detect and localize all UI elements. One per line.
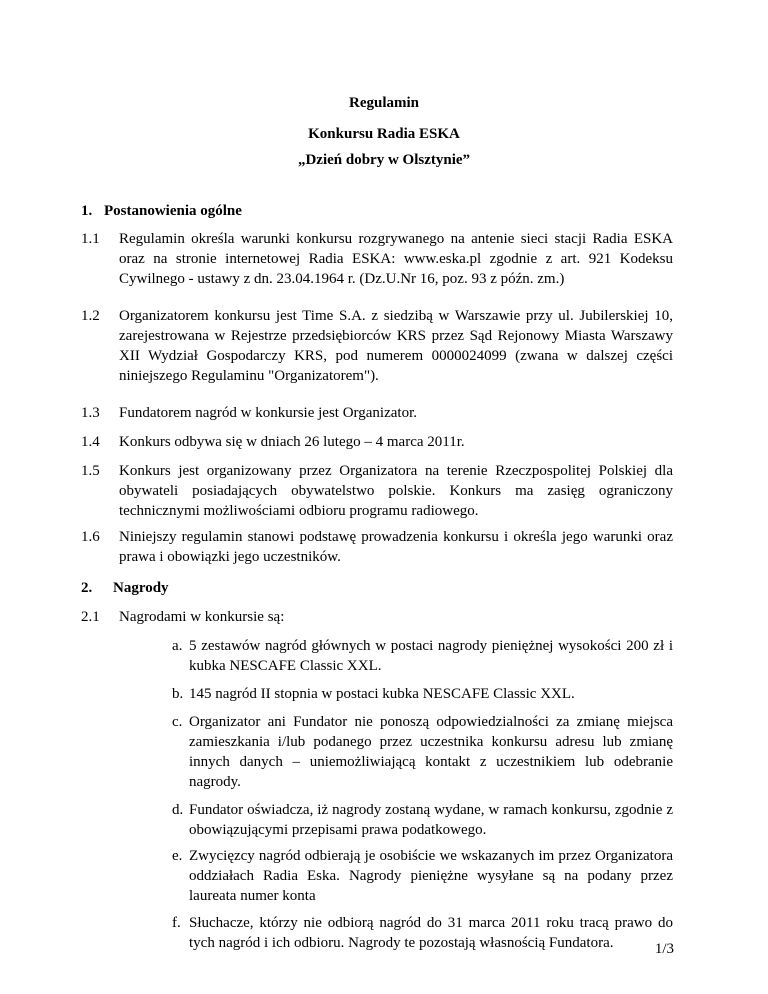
clause-1-1: 1.1 Regulamin określa warunki konkursu rozgrywanego na antenie sieci stacji Radia ESKA oraz na stronie internetowej Radia ESKA: www.eska.pl zgodnie z art. 921 Kodeksu Cywilnego - ustawy z dn. 23.04.1964 r. (Dz.U.Nr 16, poz. 93 z późn. zm.) [81,231,673,287]
document-title: Regulamin [348,95,419,111]
clause-1-6: 1.6 Niniejszy regulamin stanowi podstawę prowadzenia konkursu i określa jego warunki oraz prawa i obowiązki jego uczestników. [81,529,673,565]
prize-item-f: f. Słuchacze, którzy nie odbiorą nagród do 31 marca 2011 roku tracą prawo do tych nagród i ich odbioru. Nagrody te pozostają własnością Fundatora. [172,915,673,951]
section-heading-2: 2. Nagrody [81,580,169,596]
document-subtitle: Konkursu Radia ESKA [308,126,460,142]
prize-item-c: c. Organizator ani Fundator nie ponoszą odpowiedzialności za zmianę miejsca zamieszkania i/lub podanego przez uczestnika konkursu adresu lub zmianę innych danych – uniemożliwiającą kontakt z uczestnikiem lub odebranie nagrody. [172,714,673,790]
prize-item-e: e. Zwycięzcy nagród odbierają je osobiście we wskazanych im przez Organizatora oddziałach Radia Eska. Nagrody pieniężne wysyłane są na podany przez laureata numer konta [172,848,673,904]
prize-item-a: a. 5 zestawów nagród głównych w postaci nagrody pieniężnej wysokości 200 zł i kubka NESCAFE Classic XXL. [172,638,673,674]
page-number: 1/3 [654,941,674,957]
clause-1-3: 1.3 Fundatorem nagród w konkursie jest Organizator. [81,405,417,421]
clause-2-1: 2.1 Nagrodami w konkursie są: [81,609,285,625]
clause-1-2: 1.2 Organizatorem konkursu jest Time S.A. z siedzibą w Warszawie przy ul. Jubilerskiej 10, zarejestrowana w Rejestrze przedsiębiorców KRS przez Sąd Rejonowy Miasta Warszawy XII Wydział Gospodarczy KRS, pod numerem 0000024099 (zwana w dalszej części niniejszego Regulaminu "Organizatorem"). [81,308,673,384]
prize-item-b: b. 145 nagród II stopnia w postaci kubka NESCAFE Classic XXL. [172,686,575,702]
clause-1-5: 1.5 Konkurs jest organizowany przez Organizatora na terenie Rzeczpospolitej Polskiej dla obywateli posiadających obywatelstwo polskie. Konkurs ma zasięg ograniczony technicznymi możliwościami odbioru programu radiowego. [81,463,673,519]
contest-name: „Dzień dobry w Olsztynie” [297,152,471,168]
clause-1-4: 1.4 Konkurs odbywa się w dniach 26 lutego – 4 marca 2011r. [81,434,465,450]
prize-item-d: d. Fundator oświadcza, iż nagrody zostaną wydane, w ramach konkursu, zgodnie z obowiązującymi przepisami prawa podatkowego. [172,802,673,838]
section-heading-1: 1. Postanowienia ogólne [81,203,242,219]
